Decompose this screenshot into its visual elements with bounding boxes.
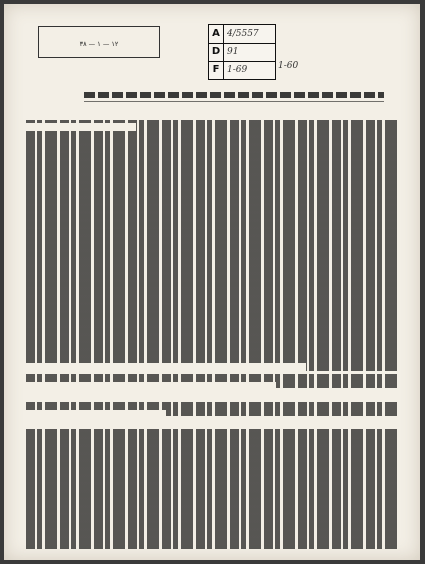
paragraph-indent [26, 123, 136, 131]
stamp-value: 91 [227, 47, 239, 57]
document-title [84, 92, 384, 98]
paragraph-end-gap [26, 363, 306, 371]
stamp-value: 1-69 [227, 65, 248, 75]
stamp-letter: A [209, 25, 224, 43]
letterhead-date: ١٢ — ١ — ٣٨ [79, 39, 119, 48]
stamp-row-d [209, 43, 275, 62]
body-paragraph-1 [26, 120, 398, 371]
paragraph-end-gap [26, 382, 276, 390]
paragraph-end-gap [26, 410, 166, 418]
stamp-value: 4/5557 [227, 29, 259, 39]
archive-stamp [208, 24, 276, 80]
stamp-handwritten-note: 1-60 [278, 61, 299, 71]
stamp-letter: D [209, 43, 224, 61]
stamp-letter: F [209, 61, 224, 79]
letterhead-box [38, 26, 160, 58]
document-page [4, 4, 420, 560]
stamp-row-a [209, 25, 275, 44]
title-underline [84, 101, 384, 102]
stamp-row-f [209, 61, 275, 79]
body-paragraph-4 [26, 429, 398, 549]
